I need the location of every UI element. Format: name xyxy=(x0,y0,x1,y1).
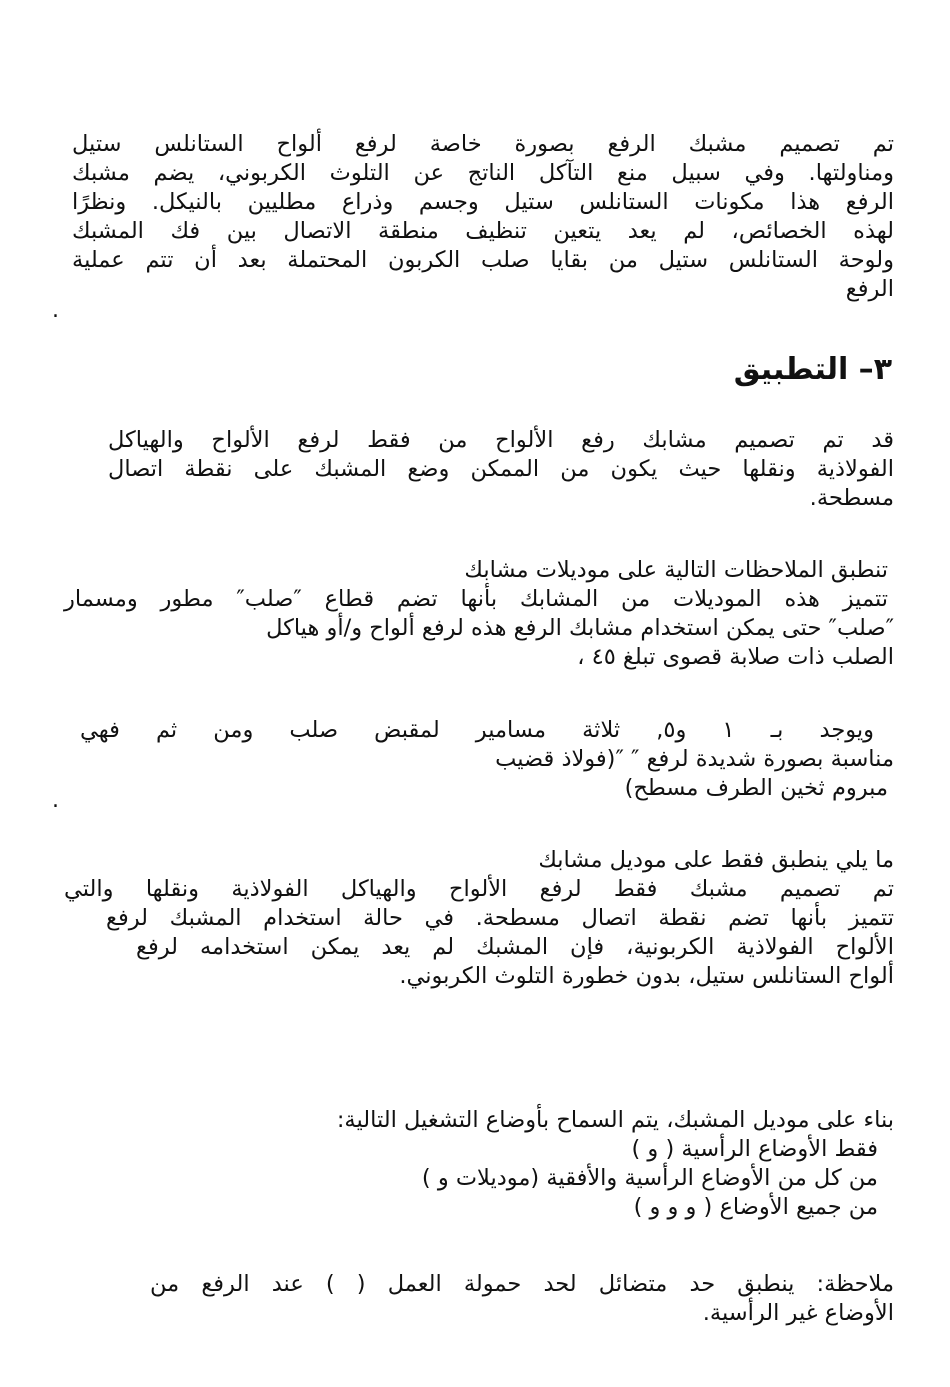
text-line: ويوجد بـ ١ و٥, ثلاثة مسامير لمقبض صلب ومن ثم فهي xyxy=(80,717,874,743)
operating-modes-paragraph xyxy=(190,1106,894,1222)
section-title: ٣– التطبيق xyxy=(733,352,892,387)
text-line: ما يلي ينطبق فقط على موديل مشابك xyxy=(538,847,894,873)
text-line: لهذه الخصائص، لم يعد يتعين تنظيف منطقة الاتصال بين فك المشبك xyxy=(72,218,894,244)
text-line: الأوضاع غير الرأسية. xyxy=(702,1300,894,1326)
application-paragraph xyxy=(108,426,894,513)
models-note-paragraph xyxy=(64,556,894,672)
trailing-dot: . xyxy=(52,298,59,323)
trailing-dot: . xyxy=(52,788,59,813)
text-line: الرفع هذا مكونات الستانلس ستيل وجسم وذراع مطليين بالنيكل. ونظرًا xyxy=(72,189,894,215)
text-line: ألواح الستانلس ستيل، بدون خطورة التلوث الكربوني. xyxy=(399,963,894,989)
text-line: مناسبة بصورة شديدة لرفع ″ ″(فولاذ قضيب xyxy=(495,746,894,772)
text-line: ومناولتها. وفي سبيل منع التآكل الناتج عن التلوث الكربوني، يضم مشبك xyxy=(72,160,894,186)
text-line: ″صلب″ حتى يمكن استخدام مشابك الرفع هذه لرفع ألواح و/أو هياكل xyxy=(266,615,894,641)
text-line: بناء على موديل المشبك، يتم السماح بأوضاع التشغيل التالية: xyxy=(336,1107,894,1133)
text-line: الفولاذية ونقلها حيث يكون من الممكن وضع المشبك على نقطة اتصال xyxy=(108,456,894,482)
text-line: الرفع xyxy=(845,276,894,302)
text-line: تم تصميم مشبك فقط لرفع الألواح والهياكل الفولاذية ونقلها والتي xyxy=(64,876,894,902)
note-paragraph xyxy=(150,1270,894,1328)
text-line: تتميز هذه الموديلات من المشابك بأنها تضم قطاع ″صلب″ مطور ومسمار xyxy=(64,586,888,612)
text-line: ولوحة الستانلس ستيل من بقايا صلب الكربون المحتملة بعد أن تتم عملية xyxy=(72,247,894,273)
text-line: الألواح الفولاذية الكربونية، فإن المشبك لم يعد يمكن استخدامه لرفع xyxy=(136,934,894,960)
text-line: الصلب ذات صلابة قصوى تبلغ ٤٥ ، xyxy=(577,644,894,670)
text-line: تم تصميم مشبك الرفع بصورة خاصة لرفع ألواح الستانلس ستيل xyxy=(72,131,894,157)
text-line: مسطحة. xyxy=(809,485,894,511)
text-line: من جميع الأوضاع ( و و و ) xyxy=(633,1194,878,1220)
text-line: مبروم ثخين الطرف مسطح) xyxy=(624,775,888,801)
text-line: من كل من الأوضاع الرأسية والأفقية (موديلات و ) xyxy=(421,1165,878,1191)
section-heading xyxy=(734,350,892,390)
single-model-paragraph xyxy=(64,846,894,991)
text-line: قد تم تصميم مشابك رفع الألواح من فقط لرفع الألواح والهياكل xyxy=(108,427,894,453)
text-line: تتميز بأنها تضم نقطة اتصال مسطحة. في حالة استخدام المشبك لرفع xyxy=(106,905,894,931)
text-line: ملاحظة: ينطبق حد متضائل لحد حمولة العمل ( ) عند الرفع من xyxy=(150,1271,894,1297)
intro-paragraph xyxy=(72,130,894,304)
screws-paragraph xyxy=(80,716,894,803)
text-line: تنطبق الملاحظات التالية على موديلات مشابك xyxy=(464,557,888,583)
text-line: فقط الأوضاع الرأسية ( و ) xyxy=(631,1136,878,1162)
